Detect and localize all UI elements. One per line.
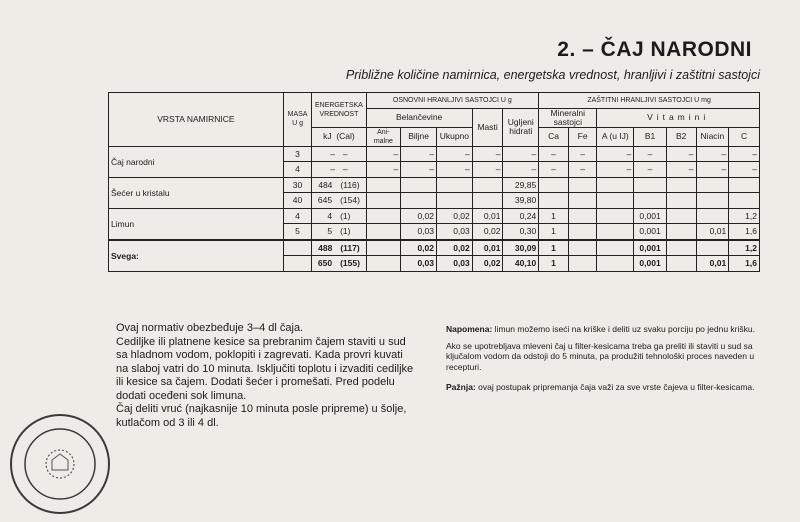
cell-c [729, 177, 760, 193]
cell-c: – [729, 162, 760, 178]
instruction-normativ: Ovaj normativ obezbeđuje 3–4 dl čaja. [116, 322, 304, 334]
header-vitamini: Vitamini [597, 108, 760, 127]
header-ukupno: Ukupno [437, 127, 473, 146]
cell-c [729, 193, 760, 209]
cell-kj-cal: 5 (1) [312, 224, 366, 240]
cell-animalne [366, 208, 401, 224]
cell-c: – [729, 146, 760, 162]
header-b1: B1 [634, 127, 667, 146]
cell-b2 [666, 177, 696, 193]
cell-ca: 1 [539, 256, 569, 272]
cell-biljne: – [401, 162, 437, 178]
cell-b2 [666, 208, 696, 224]
header-osnovni: OSNOVNI HRANLJIVI SASTOJCI U g [366, 93, 539, 109]
header-belancevine: Belančevine [366, 108, 472, 127]
cell-niacin [696, 177, 729, 193]
cell-kj-cal: 488 (117) [312, 240, 366, 256]
cell-a [597, 224, 634, 240]
cell-animalne [366, 177, 401, 193]
cell-animalne [366, 224, 401, 240]
cell-masti [472, 177, 503, 193]
instruction-priprema: Cediljke ili platnene kesice sa prebranim čajem staviti u sud sa hladnom vodom, poklopiti i zagrevati. Kada provri kuvati na slaboj vatri do 10 minuta. Isključiti toplotu i izvaditi cediljke ili kesice sa čajem. Dodati šećer i promešati. Pred podelu dodati oceđeni sok limuna. [116, 335, 414, 402]
cell-fe [568, 208, 597, 224]
table-row [109, 177, 760, 193]
cell-kj-cal: 4 (1) [312, 208, 366, 224]
cell-ugljeni: – [503, 162, 539, 178]
cell-masa: 5 [283, 224, 312, 240]
cell-biljne: 0,03 [401, 256, 437, 272]
cell-a [597, 240, 634, 256]
cell-a: – [597, 162, 634, 178]
cell-kj-cal: 645 (154) [312, 193, 366, 209]
cell-name: Limun [109, 208, 284, 240]
cell-biljne: 0,03 [401, 224, 437, 240]
header-animalne: Ani-malne [366, 127, 401, 146]
cell-ukupno: 0,03 [437, 256, 473, 272]
cell-niacin: 0,01 [696, 224, 729, 240]
cell-b1: 0,001 [634, 224, 667, 240]
note-filter-kesice: Ako se upotrebljava mleveni čaj u filter-kesicama treba ga preliti ili staviti u sud sa ključalom vodom da odstoji do 5 minuta, pa produžiti tehnološki proces naveden u recepturi. [446, 340, 755, 372]
cell-fe: – [568, 146, 597, 162]
cell-kj-cal: 650 (155) [312, 256, 366, 272]
header-energetska: ENERGETSKA VREDNOST [312, 93, 366, 128]
header-niacin: Niacin [696, 127, 729, 146]
cell-ca: 1 [539, 208, 569, 224]
cell-masti: 0,02 [472, 224, 503, 240]
notes [446, 324, 768, 399]
cell-animalne [366, 193, 401, 209]
cell-a [597, 177, 634, 193]
table-row [109, 146, 760, 162]
cell-ugljeni: 0,24 [503, 208, 539, 224]
library-stamp-icon [8, 412, 112, 516]
cell-masti: 0,01 [472, 240, 503, 256]
header-b2: B2 [666, 127, 696, 146]
table-body [109, 146, 760, 271]
cell-biljne [401, 177, 437, 193]
cell-b1 [634, 193, 667, 209]
page-title: 2. – ČAJ NARODNI [557, 38, 752, 61]
cell-ca [539, 193, 569, 209]
cell-fe [568, 256, 597, 272]
cell-kj-cal: – – [312, 146, 366, 162]
cell-b2: – [666, 146, 696, 162]
cell-fe [568, 240, 597, 256]
cell-ugljeni: – [503, 146, 539, 162]
cell-a [597, 193, 634, 209]
cell-niacin: – [696, 162, 729, 178]
cell-masti: 0,01 [472, 208, 503, 224]
cell-ukupno: – [437, 146, 473, 162]
cell-a: – [597, 146, 634, 162]
table-row [109, 240, 760, 256]
cell-ugljeni: 0,30 [503, 224, 539, 240]
cell-masa: 4 [283, 208, 312, 224]
page-subtitle: Približne količine namirnica, energetska vrednost, hranljivi i zaštitni sastojci [345, 68, 760, 82]
cell-masti: 0,02 [472, 256, 503, 272]
cell-ukupno: – [437, 162, 473, 178]
cell-ca: 1 [539, 240, 569, 256]
cell-niacin [696, 240, 729, 256]
cell-b1: 0,001 [634, 256, 667, 272]
cell-b2 [666, 240, 696, 256]
cell-fe [568, 177, 597, 193]
cell-ukupno: 0,02 [437, 240, 473, 256]
cell-fe: – [568, 162, 597, 178]
cell-masa: 30 [283, 177, 312, 193]
cell-b2 [666, 193, 696, 209]
cell-ugljeni: 29,85 [503, 177, 539, 193]
instruction-serviranje: Čaj deliti vruć (najkasnije 10 minuta posle pripreme) u šolje, kutlačom od 3 ili 4 dl. [116, 403, 407, 429]
nutrition-table [108, 92, 760, 272]
cell-c: 1,2 [729, 208, 760, 224]
cell-niacin [696, 193, 729, 209]
cell-animalne: – [366, 162, 401, 178]
cell-name: Šećer u kristalu [109, 177, 284, 208]
cell-b2: – [666, 162, 696, 178]
cell-fe [568, 193, 597, 209]
cell-ca: – [539, 146, 569, 162]
note-napomena: Napomena: limun možemo iseći na kriške i deliti uz svaku porciju po jednu krišku. [446, 324, 755, 334]
header-ca: Ca [539, 127, 569, 146]
cell-ukupno: 0,02 [437, 208, 473, 224]
cell-b1: 0,001 [634, 240, 667, 256]
cell-masa [283, 256, 312, 272]
cell-ukupno [437, 177, 473, 193]
cell-biljne: – [401, 146, 437, 162]
cell-b2 [666, 224, 696, 240]
header-ugljeni: Ugljeni hidrati [503, 108, 539, 146]
cell-niacin: – [696, 146, 729, 162]
cell-animalne [366, 240, 401, 256]
cell-masa: 3 [283, 146, 312, 162]
cell-ugljeni: 30,09 [503, 240, 539, 256]
cell-ukupno: 0,03 [437, 224, 473, 240]
cell-c: 1,6 [729, 256, 760, 272]
cell-a [597, 256, 634, 272]
cell-animalne: – [366, 146, 401, 162]
cell-ugljeni: 40,10 [503, 256, 539, 272]
cell-ca: 1 [539, 224, 569, 240]
header-vrsta: VRSTA NAMIRNICE [109, 93, 284, 147]
header-zastitni: ZAŠTITNI HRANLJIVI SASTOJCI U mg [539, 93, 760, 109]
cell-b2 [666, 256, 696, 272]
cell-ugljeni: 39,80 [503, 193, 539, 209]
note-paznja: Pažnja: ovaj postupak pripremanja čaja važi za sve vrste čajeva u filter-kesicama. [446, 382, 755, 392]
cell-niacin [696, 208, 729, 224]
cell-name: Čaj narodni [109, 146, 284, 177]
cell-ca: – [539, 162, 569, 178]
cell-kj-cal: – – [312, 162, 366, 178]
header-masti: Masti [472, 108, 503, 146]
header-biljne: Biljne [401, 127, 437, 146]
cell-kj-cal: 484 (116) [312, 177, 366, 193]
cell-ca [539, 177, 569, 193]
cell-name: Svega: [109, 240, 284, 272]
cell-biljne: 0,02 [401, 208, 437, 224]
cell-masti: – [472, 162, 503, 178]
cell-masa: 4 [283, 162, 312, 178]
instructions [116, 322, 416, 430]
header-c: C [729, 127, 760, 146]
cell-biljne [401, 193, 437, 209]
header-masa: MASA U g [283, 93, 312, 147]
cell-masti [472, 193, 503, 209]
cell-a [597, 208, 634, 224]
header-kj-cal: kJ (Cal) [312, 127, 366, 146]
header-a: A (u IJ) [597, 127, 634, 146]
cell-fe [568, 224, 597, 240]
cell-masa [283, 240, 312, 256]
cell-c: 1,2 [729, 240, 760, 256]
cell-animalne [366, 256, 401, 272]
cell-b1: – [634, 162, 667, 178]
cell-b1: – [634, 146, 667, 162]
cell-masti: – [472, 146, 503, 162]
cell-masa: 40 [283, 193, 312, 209]
table-row [109, 208, 760, 224]
cell-b1 [634, 177, 667, 193]
header-fe: Fe [568, 127, 597, 146]
cell-biljne: 0,02 [401, 240, 437, 256]
cell-c: 1,6 [729, 224, 760, 240]
cell-niacin: 0,01 [696, 256, 729, 272]
cell-b1: 0,001 [634, 208, 667, 224]
cell-ukupno [437, 193, 473, 209]
header-mineralni: Mineralni sastojci [539, 108, 597, 127]
